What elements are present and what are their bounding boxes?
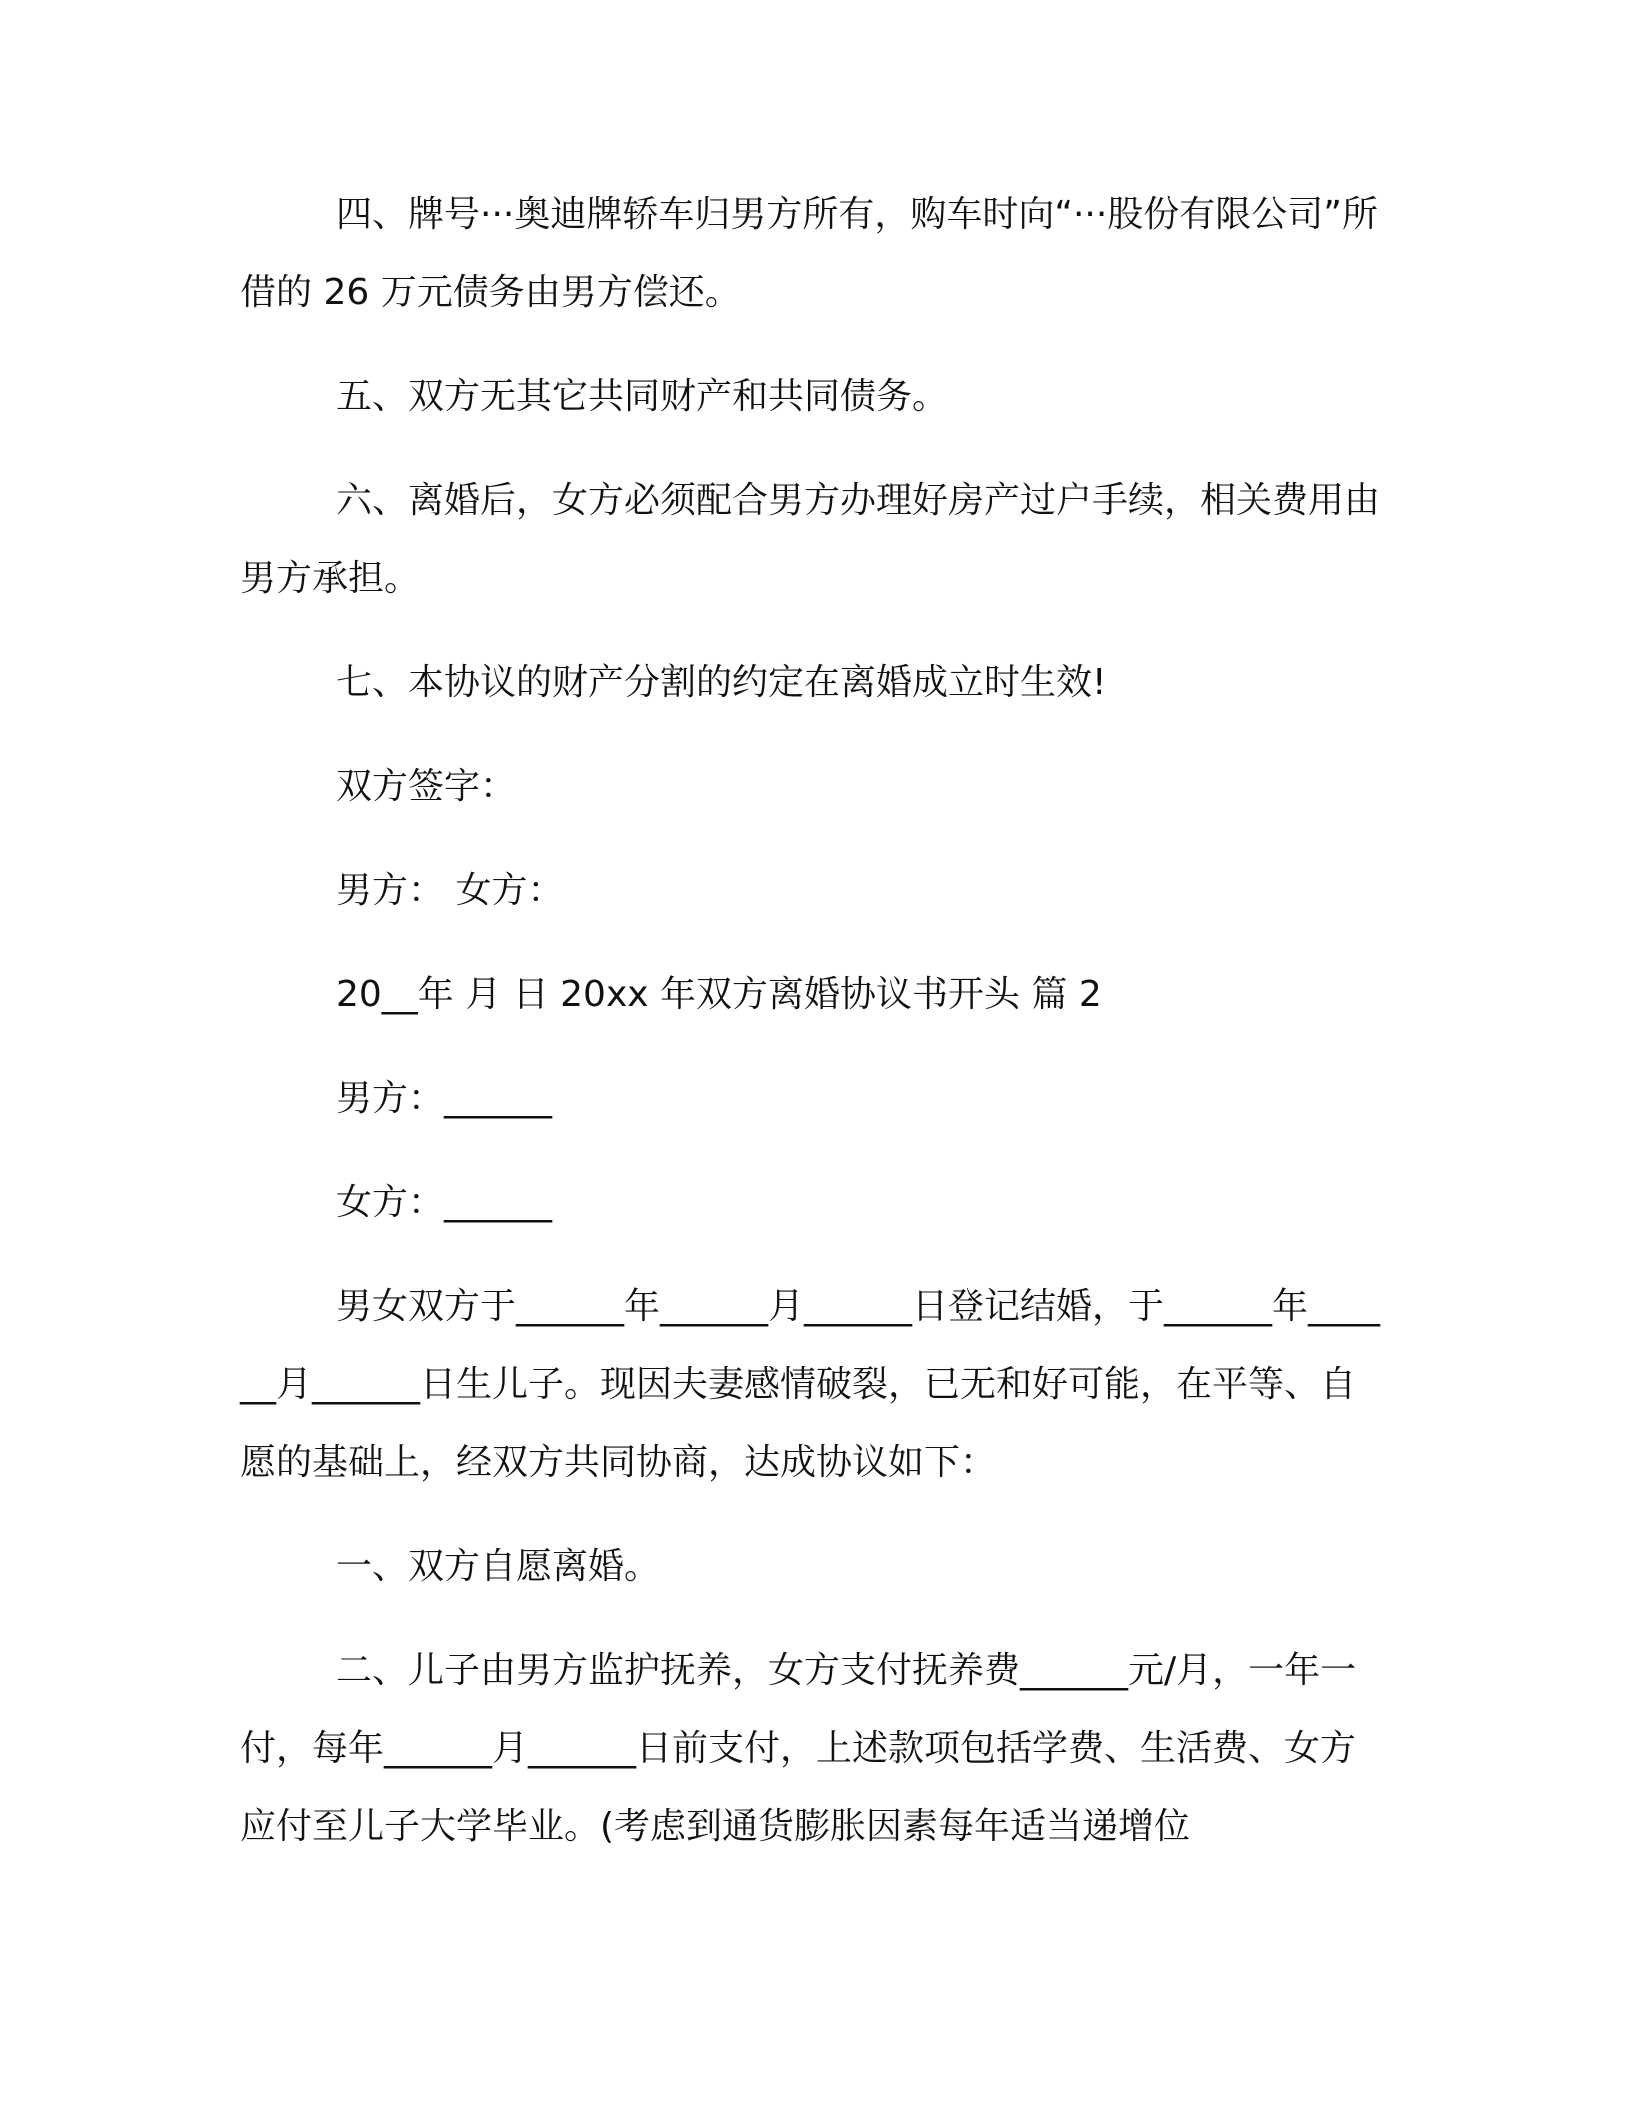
signature-heading: 双方签字： bbox=[336, 766, 517, 807]
clause-2-custody: 二、儿子由男方监护抚养，女方支付抚养费______元/月，一年一付，每年______月______日前支付，上述款项包括学费、生活费、女方应付至儿子大学毕业。(考虑到通货膨胀因素每年适当递增位 bbox=[240, 1650, 1357, 1847]
clause-4-car: 四、牌号···奥迪牌轿车归男方所有，购车时向“···股份有限公司”所借的 26 万元债务由男方偿还。 bbox=[240, 194, 1378, 313]
document-body bbox=[240, 176, 1390, 1892]
signature-parties: 男方： 女方： bbox=[336, 870, 564, 911]
marriage-preamble: 男女双方于______年______月______日登记结婚，于______年______月______日生儿子。现因夫妻感情破裂，已无和好可能，在平等、自愿的基础上，经双方共同协商，达成协议如下： bbox=[240, 1286, 1381, 1483]
male-party-line: 男方：______ bbox=[336, 1078, 553, 1119]
clause-6-property-transfer: 六、离婚后，女方必须配合男方办理好房产过户手续，相关费用由男方承担。 bbox=[240, 480, 1381, 599]
clause-7-effective: 七、本协议的财产分割的约定在离婚成立时生效! bbox=[336, 662, 1107, 703]
clause-1-divorce: 一、双方自愿离婚。 bbox=[336, 1546, 661, 1587]
date-and-section-title: 20__年 月 日 20xx 年双方离婚协议书开头 篇 2 bbox=[336, 974, 1102, 1015]
clause-5-no-other-property: 五、双方无其它共同财产和共同债务。 bbox=[336, 376, 949, 417]
female-party-line: 女方：______ bbox=[336, 1182, 553, 1223]
